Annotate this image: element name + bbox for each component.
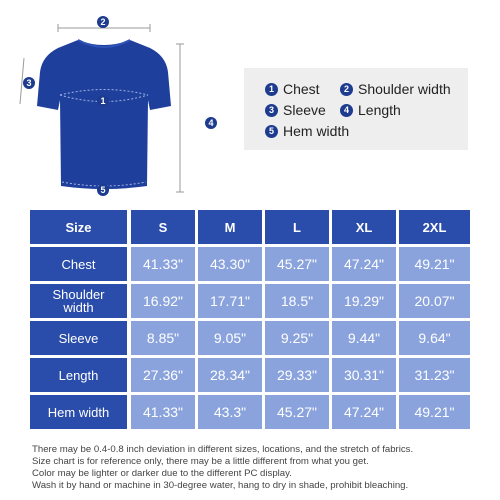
length-measure-line bbox=[176, 44, 184, 192]
note-line: Wash it by hand or machine in 30-degree water, hang to dry in shade, prohibit bleaching. bbox=[32, 480, 409, 491]
table-cell: 43.30" bbox=[198, 247, 262, 281]
legend-number: 1 bbox=[265, 83, 278, 96]
tshirt-illustration bbox=[0, 0, 230, 205]
table-cell: 41.33" bbox=[131, 395, 195, 429]
legend-item-sleeve bbox=[265, 102, 326, 118]
note-line: Size chart is for reference only, there may be a little different from what you get. bbox=[32, 456, 369, 467]
header-cell-2xl: 2XL bbox=[399, 210, 470, 244]
legend-label: Hem width bbox=[283, 123, 350, 139]
table-cell: 47.24" bbox=[332, 247, 396, 281]
table-row bbox=[30, 284, 470, 318]
legend-label: Chest bbox=[283, 81, 320, 97]
table-cell: 49.21" bbox=[399, 395, 470, 429]
header-cell-size: Size bbox=[30, 210, 127, 244]
row-label-chest: Chest bbox=[30, 247, 127, 281]
note-line: Color may be lighter or darker due to the different PC display. bbox=[32, 468, 292, 479]
table-row bbox=[30, 247, 470, 281]
table-cell: 43.3" bbox=[198, 395, 262, 429]
table-cell: 41.33" bbox=[131, 247, 195, 281]
row-label-sleeve: Sleeve bbox=[30, 321, 127, 355]
table-cell: 18.5" bbox=[265, 284, 329, 318]
row-label-hem-width: Hem width bbox=[30, 395, 127, 429]
table-cell: 9.64" bbox=[399, 321, 470, 355]
legend-label: Length bbox=[358, 102, 401, 118]
table-cell: 45.27" bbox=[265, 395, 329, 429]
legend-number: 2 bbox=[340, 83, 353, 96]
header-cell-m: M bbox=[198, 210, 262, 244]
marker-4: 4 bbox=[205, 117, 217, 129]
table-cell: 9.44" bbox=[332, 321, 396, 355]
table-row bbox=[30, 395, 470, 429]
table-cell: 49.21" bbox=[399, 247, 470, 281]
table-cell: 8.85" bbox=[131, 321, 195, 355]
header-cell-xl: XL bbox=[332, 210, 396, 244]
table-cell: 19.29" bbox=[332, 284, 396, 318]
legend-item-length bbox=[340, 102, 401, 118]
marker-3: 3 bbox=[23, 77, 35, 89]
legend-label: Shoulder width bbox=[358, 81, 451, 97]
table-cell: 31.23" bbox=[399, 358, 470, 392]
note-line: There may be 0.4-0.8 inch deviation in different sizes, locations, and the stretch of fabrics. bbox=[32, 444, 414, 455]
table-cell: 47.24" bbox=[332, 395, 396, 429]
table-cell: 9.25" bbox=[265, 321, 329, 355]
row-label-length: Length bbox=[30, 358, 127, 392]
size-chart-notes bbox=[32, 444, 482, 492]
marker-1: 1 bbox=[97, 95, 109, 107]
table-cell: 30.31" bbox=[332, 358, 396, 392]
table-cell: 29.33" bbox=[265, 358, 329, 392]
legend-number: 5 bbox=[265, 125, 278, 138]
table-cell: 45.27" bbox=[265, 247, 329, 281]
legend-label: Sleeve bbox=[283, 102, 326, 118]
header-cell-s: S bbox=[131, 210, 195, 244]
table-row bbox=[30, 358, 470, 392]
table-cell: 28.34" bbox=[198, 358, 262, 392]
legend-item-chest bbox=[265, 81, 320, 97]
marker-2: 2 bbox=[97, 16, 109, 28]
table-cell: 27.36" bbox=[131, 358, 195, 392]
table-cell: 17.71" bbox=[198, 284, 262, 318]
table-cell: 16.92" bbox=[131, 284, 195, 318]
marker-5: 5 bbox=[97, 184, 109, 196]
legend-number: 3 bbox=[265, 104, 278, 117]
legend-number: 4 bbox=[340, 104, 353, 117]
tshirt-shape bbox=[37, 40, 171, 189]
table-header-row bbox=[30, 210, 470, 244]
header-cell-l: L bbox=[265, 210, 329, 244]
tshirt-diagram bbox=[0, 0, 230, 205]
legend-item-hem-width bbox=[265, 123, 349, 139]
table-row bbox=[30, 321, 470, 355]
legend-item-shoulder-width bbox=[340, 81, 451, 97]
row-label-shoulder-width: Shoulder width bbox=[30, 284, 127, 318]
table-cell: 9.05" bbox=[198, 321, 262, 355]
measurement-legend bbox=[244, 68, 468, 150]
table-cell: 20.07" bbox=[399, 284, 470, 318]
